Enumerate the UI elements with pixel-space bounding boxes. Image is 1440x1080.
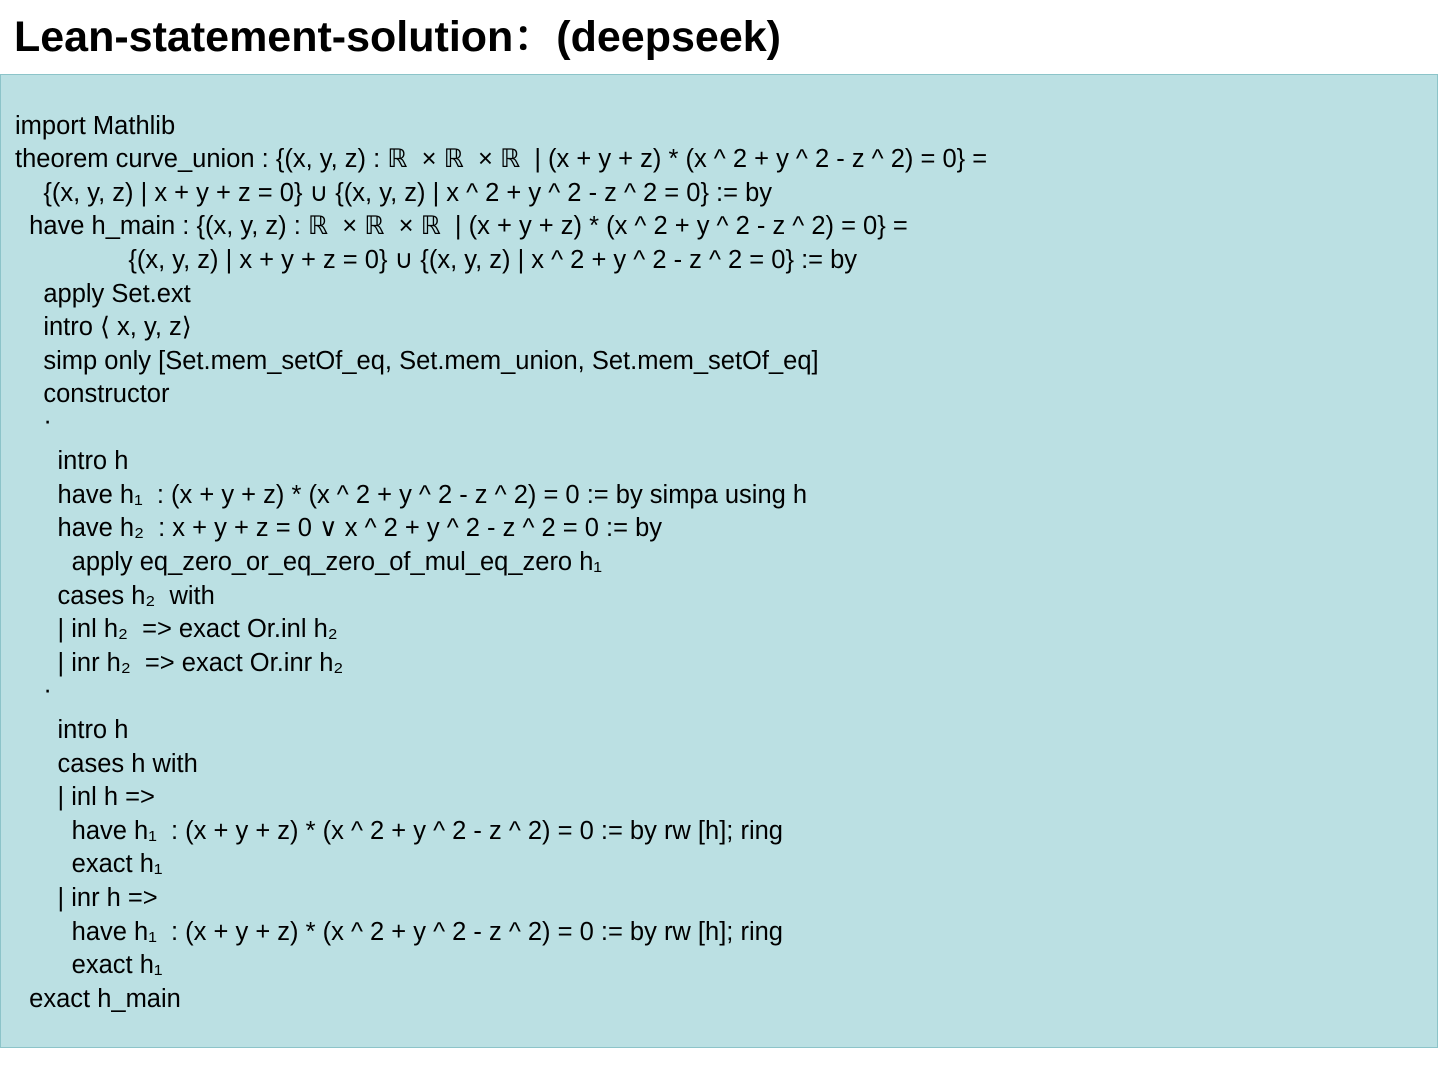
code-line: exact h_main xyxy=(15,985,181,1013)
code-line: intro h xyxy=(15,716,129,744)
code-line: have h₁ : (x + y + z) * (x ^ 2 + y ^ 2 - z ^ 2) = 0 := by rw [h]; ring xyxy=(15,817,783,845)
code-line: | inr h₂ => exact Or.inr h₂ xyxy=(15,649,344,677)
slide-title: Lean-statement-solution：(deepseek) xyxy=(14,13,781,61)
code-line: have h₁ : (x + y + z) * (x ^ 2 + y ^ 2 - z ^ 2) = 0 := by simpa using h xyxy=(15,481,808,509)
code-line: | inl h₂ => exact Or.inl h₂ xyxy=(15,615,338,643)
code-line: theorem curve_union : {(x, y, z) : ℝ × ℝ × ℝ | (x + y + z) * (x ^ 2 + y ^ 2 - z ^ 2) = 0} = xyxy=(15,145,988,173)
code-line: have h₁ : (x + y + z) * (x ^ 2 + y ^ 2 - z ^ 2) = 0 := by rw [h]; ring xyxy=(15,918,783,946)
code-line: exact h₁ xyxy=(15,850,163,878)
code-line: {(x, y, z) | x + y + z = 0} ∪ {(x, y, z) | x ^ 2 + y ^ 2 - z ^ 2 = 0} := by xyxy=(15,179,773,207)
code-line: intro ⟨ x, y, z⟩ xyxy=(15,313,192,341)
code-block xyxy=(0,74,1438,1048)
code-line: have h₂ : x + y + z = 0 ∨ x ^ 2 + y ^ 2 - z ^ 2 = 0 := by xyxy=(15,514,663,542)
code-line: {(x, y, z) | x + y + z = 0} ∪ {(x, y, z) | x ^ 2 + y ^ 2 - z ^ 2 = 0} := by xyxy=(15,246,858,274)
code-line: exact h₁ xyxy=(15,951,163,979)
code-line: · xyxy=(15,407,52,435)
code-line: cases h with xyxy=(15,750,198,778)
code-line: cases h₂ with xyxy=(15,582,215,610)
code-line: apply Set.ext xyxy=(15,280,191,308)
code-line: have h_main : {(x, y, z) : ℝ × ℝ × ℝ | (x + y + z) * (x ^ 2 + y ^ 2 - z ^ 2) = 0} = xyxy=(15,212,908,240)
code-line: import Mathlib xyxy=(15,112,176,140)
code-line: | inl h => xyxy=(15,783,155,811)
code-line: apply eq_zero_or_eq_zero_of_mul_eq_zero h₁ xyxy=(15,548,602,576)
code-line: · xyxy=(15,676,52,704)
code-line: intro h xyxy=(15,447,129,475)
code-line: | inr h => xyxy=(15,884,158,912)
code-line: constructor xyxy=(15,380,170,408)
code-line: simp only [Set.mem_setOf_eq, Set.mem_union, Set.mem_setOf_eq] xyxy=(15,347,819,375)
